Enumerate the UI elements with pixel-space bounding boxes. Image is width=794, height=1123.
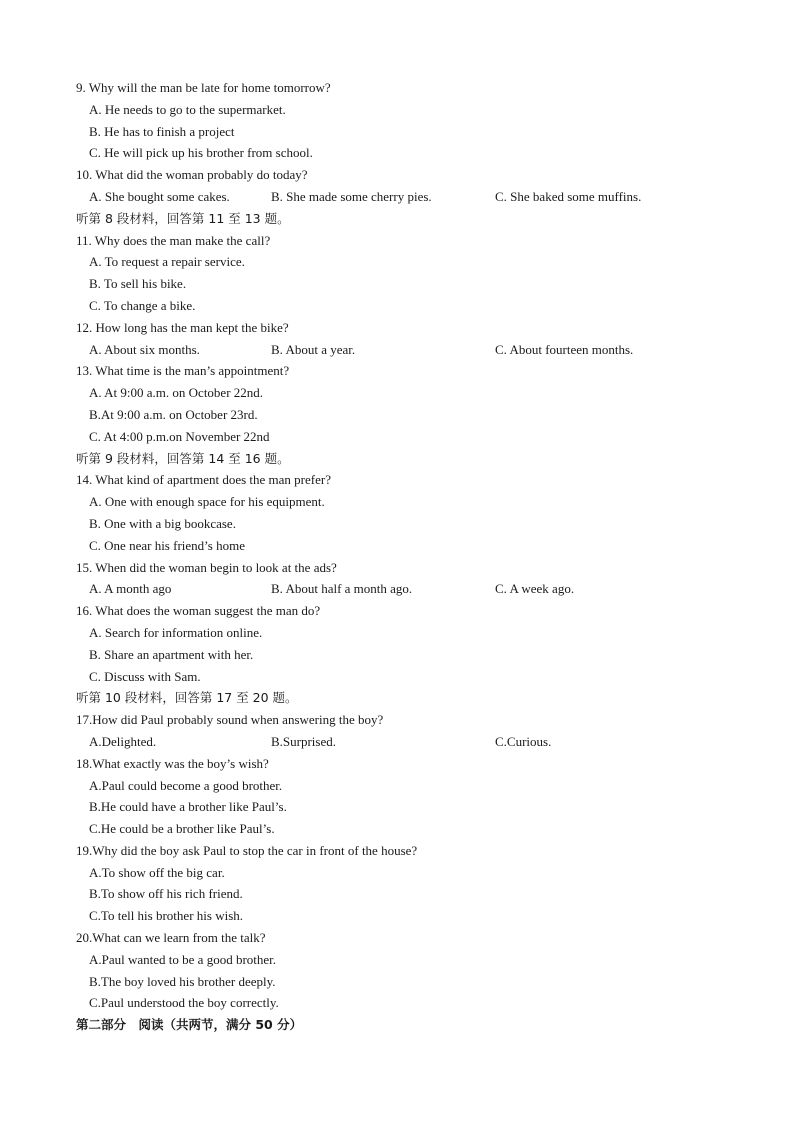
option-line: C. Discuss with Sam. xyxy=(89,668,201,684)
option-line: A. To request a repair service. xyxy=(89,254,245,270)
option-c: C. A week ago. xyxy=(495,581,575,597)
option-line: C. One near his friend’s home xyxy=(89,537,245,553)
option-line: B.The boy loved his brother deeply. xyxy=(89,973,276,989)
option-line: B. To sell his bike. xyxy=(89,276,187,292)
section-instruction: 听第 9 段材料，回答第 14 至 16 题。 xyxy=(76,450,290,466)
option-line: C. To change a bike. xyxy=(89,297,196,313)
option-line: B. He has to finish a project xyxy=(89,123,235,139)
question-text: 19.Why did the boy ask Paul to stop the car in front of the house? xyxy=(76,842,418,858)
option-line: C.Paul understood the boy correctly. xyxy=(89,995,279,1011)
options-row xyxy=(76,731,716,753)
options-row xyxy=(76,186,716,208)
option-line: C.He could be a brother like Paul’s. xyxy=(89,821,275,837)
option-line: B. Share an apartment with her. xyxy=(89,646,254,662)
option-line: C. At 4:00 p.m.on November 22nd xyxy=(89,428,270,444)
question-text: 14. What kind of apartment does the man prefer? xyxy=(76,472,331,488)
option-line: B.To show off his rich friend. xyxy=(89,886,243,902)
section-instruction: 听第 10 段材料，回答第 17 至 20 题。 xyxy=(76,690,298,706)
question-text: 15. When did the woman begin to look at the ads? xyxy=(76,559,337,575)
option-a: A. A month ago xyxy=(89,581,172,597)
question-text: 13. What time is the man’s appointment? xyxy=(76,363,290,379)
question-text: 16. What does the woman suggest the man do? xyxy=(76,603,321,619)
question-text: 17.How did Paul probably sound when answering the boy? xyxy=(76,712,384,728)
option-line: A. At 9:00 a.m. on October 22nd. xyxy=(89,385,264,401)
question-text: 10. What did the woman probably do today? xyxy=(76,167,308,183)
question-text: 12. How long has the man kept the bike? xyxy=(76,319,289,335)
section-instruction: 听第 8 段材料，回答第 11 至 13 题。 xyxy=(76,210,290,226)
question-text: 20.What can we learn from the talk? xyxy=(76,930,266,946)
option-b: B. She made some cherry pies. xyxy=(271,188,432,204)
option-line: A. Search for information online. xyxy=(89,624,263,640)
option-line: A. One with enough space for his equipment. xyxy=(89,494,325,510)
option-a: A. She bought some cakes. xyxy=(89,188,230,204)
option-c: C. She baked some muffins. xyxy=(495,188,642,204)
option-line: A.Paul wanted to be a good brother. xyxy=(89,951,277,967)
question-text: 9. Why will the man be late for home tomorrow? xyxy=(76,80,331,95)
option-line: A.To show off the big car. xyxy=(89,864,225,880)
options-row xyxy=(76,578,716,600)
option-a: A.Delighted. xyxy=(89,733,157,749)
option-a: A. About six months. xyxy=(89,341,200,357)
option-line: B. One with a big bookcase. xyxy=(89,515,236,531)
question-text: 18.What exactly was the boy’s wish? xyxy=(76,755,269,771)
options-row xyxy=(76,339,716,361)
option-b: B. About half a month ago. xyxy=(271,581,413,597)
option-line: C. He will pick up his brother from school. xyxy=(89,145,313,161)
option-b: B. About a year. xyxy=(271,341,356,357)
option-line: B.He could have a brother like Paul’s. xyxy=(89,799,287,815)
option-c: C.Curious. xyxy=(495,733,552,749)
option-b: B.Surprised. xyxy=(271,733,336,749)
part-title: 第二部分 阅读（共两节，满分 50 分） xyxy=(76,1017,303,1033)
option-c: C. About fourteen months. xyxy=(495,341,634,357)
option-line: A. He needs to go to the supermarket. xyxy=(89,101,286,117)
option-line: C.To tell his brother his wish. xyxy=(89,908,244,924)
option-line: B.At 9:00 a.m. on October 23rd. xyxy=(89,406,258,422)
option-line: A.Paul could become a good brother. xyxy=(89,777,283,793)
exam-page xyxy=(76,77,716,1036)
question-text: 11. Why does the man make the call? xyxy=(76,232,271,248)
